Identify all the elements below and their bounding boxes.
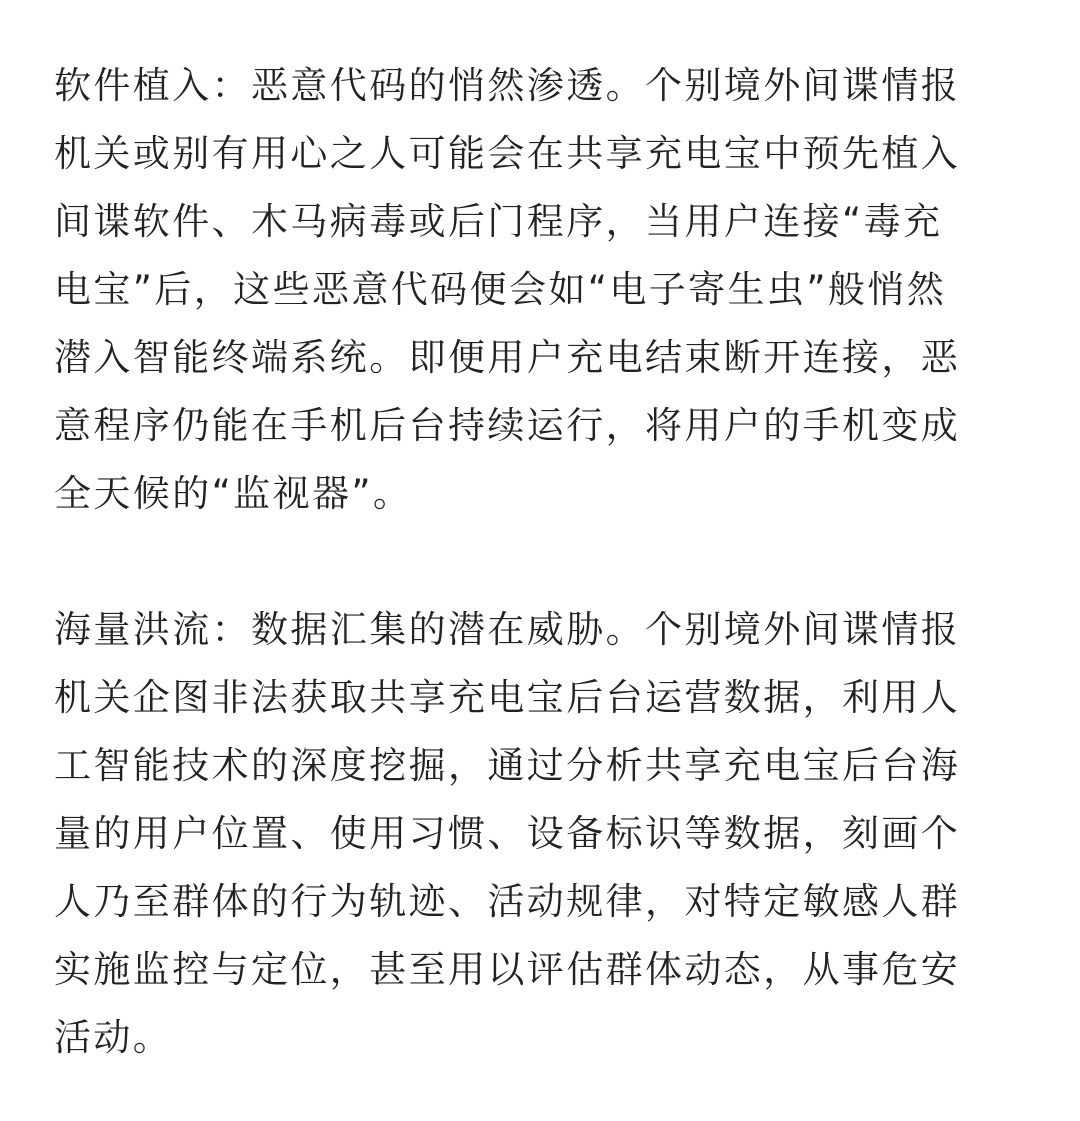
text-line: 机关企图非法获取共享充电宝后台运营数据，利用人 bbox=[54, 676, 961, 719]
paragraph-software-implant bbox=[54, 52, 1064, 528]
article-body bbox=[54, 52, 1064, 1072]
text-line: 实施监控与定位，甚至用以评估群体动态，从事危安 bbox=[54, 948, 961, 991]
text-line: 潜入智能终端系统。即便用户充电结束断开连接，恶 bbox=[54, 336, 961, 379]
text-line: 人乃至群体的行为轨迹、活动规律，对特定敏感人群 bbox=[54, 880, 961, 923]
text-line: 电宝”后，这些恶意代码便会如“电子寄生虫”般悄然 bbox=[54, 268, 947, 311]
paragraph-spacer bbox=[54, 528, 1064, 596]
text-line: 工智能技术的深度挖掘，通过分析共享充电宝后台海 bbox=[54, 744, 961, 787]
text-line: 海量洪流：数据汇集的潜在威胁。个别境外间谍情报 bbox=[54, 608, 961, 651]
text-line: 软件植入：恶意代码的悄然渗透。个别境外间谍情报 bbox=[54, 64, 961, 107]
text-line: 活动。 bbox=[54, 1016, 173, 1059]
paragraph-data-flood bbox=[54, 596, 1064, 1072]
text-line: 间谍软件、木马病毒或后门程序，当用户连接“毒充 bbox=[54, 200, 943, 243]
text-line: 量的用户位置、使用习惯、设备标识等数据，刻画个 bbox=[54, 812, 961, 855]
text-line: 全天候的“监视器”。 bbox=[54, 472, 413, 515]
text-line: 机关或别有用心之人可能会在共享充电宝中预先植入 bbox=[54, 132, 961, 175]
text-line: 意程序仍能在手机后台持续运行，将用户的手机变成 bbox=[54, 404, 961, 447]
